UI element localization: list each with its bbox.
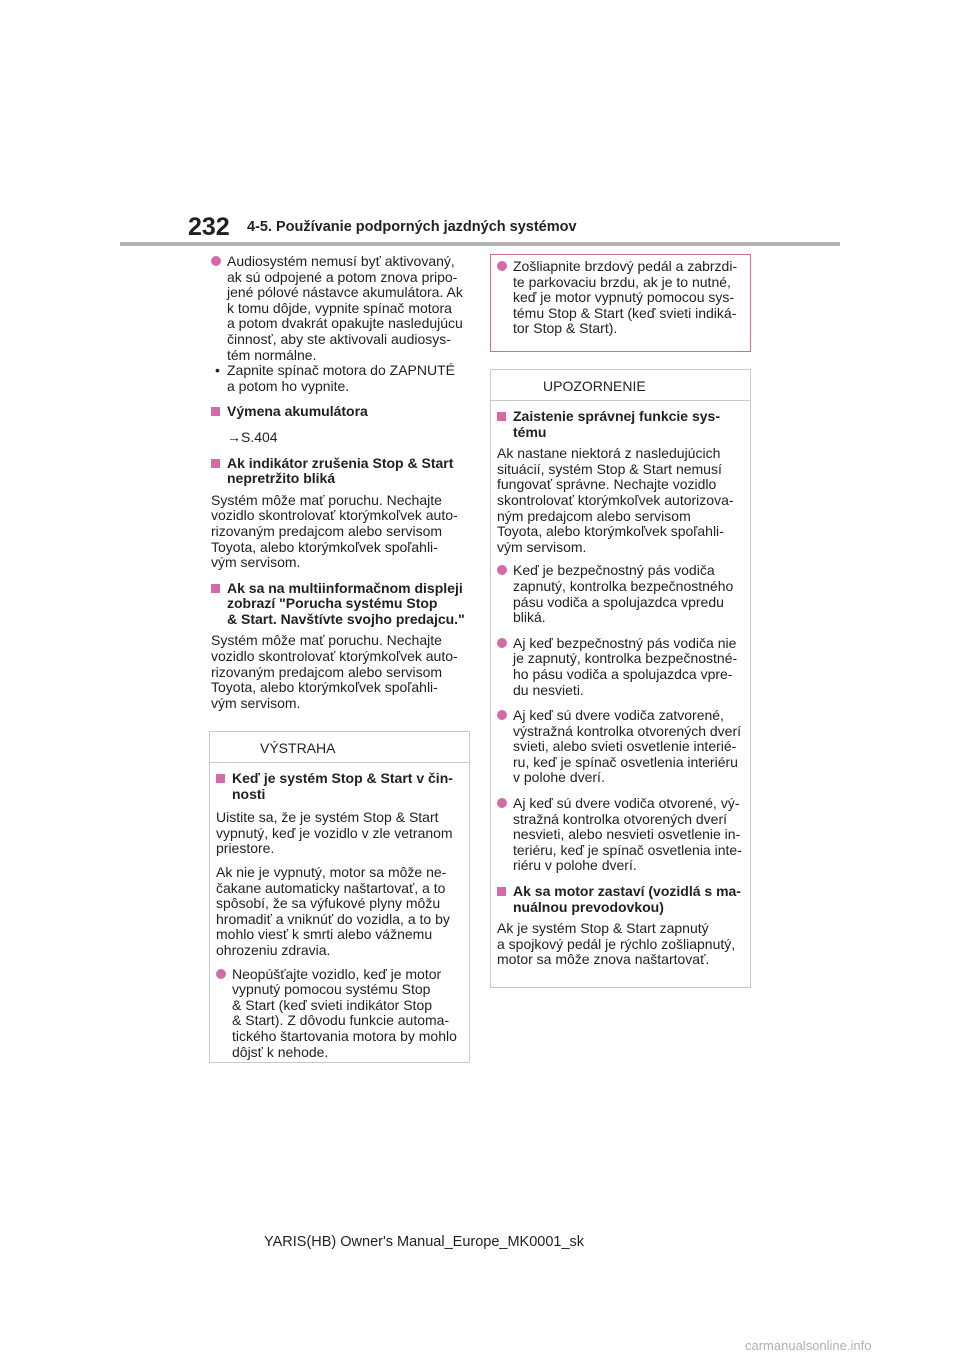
audio-bullet (211, 254, 473, 363)
left-column (211, 254, 473, 711)
text-line: teriéru, keď je spínač osvetlenia inte- (513, 841, 742, 858)
text-line: nesvieti, alebo nesvieti osvetlenie in- (513, 826, 741, 843)
text-line: vým servisom. (211, 694, 301, 711)
text-line: Zaistenie správnej funkcie sys- (513, 408, 720, 424)
text-line: Aj keď bezpečnostný pás vodiča nie (513, 634, 737, 651)
brake-note-box (490, 254, 751, 352)
text-line: Toyota, alebo ktorýmkoľvek spoľahli- (497, 523, 724, 540)
text-line: Systém môže mať poruchu. Nechajte (211, 491, 442, 508)
bullet-dot-icon (497, 798, 507, 808)
bullet-dot-icon (497, 638, 507, 648)
notice-bullet-3 (497, 708, 744, 786)
text-line: tického štartovania motora by mohlo (232, 1027, 457, 1044)
notice-heading-1 (497, 409, 744, 440)
notice-para-1 (497, 446, 744, 555)
text-line: Toyota, alebo ktorýmkoľvek spoľahli- (211, 538, 438, 555)
text-line: Ak sa na multiinformačnom displeji (227, 579, 463, 596)
square-bullet-icon (497, 412, 506, 421)
text-line: Ak nastane niektorá z nasledujúcich (497, 445, 721, 462)
text-line: & Start (keď svieti indikátor Stop (232, 996, 433, 1013)
text-line: Zošliapnite brzdový pedál a zabrzdi- (513, 258, 738, 274)
text-line: mohlo viesť k smrti alebo vážnemu (216, 926, 433, 943)
notice-box (490, 369, 751, 988)
text-line: zapnutý, kontrolka bezpečnostného (513, 577, 734, 594)
text-line: svieti, alebo svieti osvetlenie interié- (513, 738, 737, 755)
text-line: motor sa môže znova naštartovať. (497, 951, 710, 968)
indicator-heading (211, 456, 473, 487)
bullet-dot-icon (497, 261, 507, 271)
audio-text (227, 254, 473, 363)
square-bullet-icon (211, 407, 220, 416)
text-line: Systém môže mať poruchu. Nechajte (211, 632, 442, 649)
battery-ref-link[interactable]: →S.404 (227, 428, 278, 445)
text-line: ohrozeniu zdravia. (216, 941, 331, 958)
text-line: vozidlo skontrolovať ktorýmkoľvek auto- (211, 507, 458, 524)
warning-bullet (216, 967, 463, 1061)
text-line: Ak je systém Stop & Start zapnutý (497, 920, 709, 937)
text-line: situácií, systém Stop & Start nemusí (497, 460, 722, 477)
text-line: jené pólové nástavce akumulátora. Ak (227, 284, 463, 301)
warning-header (210, 732, 469, 763)
page-number: 232 (188, 213, 230, 241)
notice-para-2 (497, 921, 744, 968)
brake-bullet (497, 259, 744, 337)
square-bullet-icon (211, 459, 220, 468)
bullet-dot-icon (216, 969, 226, 979)
text-line: a potom dvakrát opakujte nasledujúcu (227, 315, 463, 332)
warning-title: VÝSTRAHA (260, 740, 336, 756)
text-line: Uistite sa, že je systém Stop & Start (216, 809, 439, 826)
text-line: vypnutý, keď je vozidlo v zle vetranom (216, 824, 453, 841)
text-line: výstražná kontrolka otvorených dverí (513, 722, 741, 739)
text-line: ak sú odpojené a potom znova pripo- (227, 268, 458, 285)
warning-heading (216, 771, 463, 802)
text-line: & Start. Navštívte svojho predajcu." (227, 610, 465, 627)
text-line: tor Stop & Start). (513, 320, 618, 337)
notice-bullet-2 (497, 636, 744, 698)
text-line: priestore. (216, 840, 275, 857)
warning-para-1 (216, 810, 463, 857)
square-bullet-icon (216, 774, 225, 783)
text-line: Zapnite spínač motora do ZAPNUTÉ (227, 362, 455, 379)
text-line: keď je motor vypnutý pomocou sys- (513, 289, 735, 306)
text-line: vypnutý pomocou systému Stop (232, 981, 431, 998)
square-bullet-icon (211, 584, 220, 593)
audio-step-text (227, 363, 473, 394)
text-line: nuálnou prevodovkou) (513, 898, 664, 915)
notice-header (491, 370, 750, 401)
display-body (211, 633, 473, 711)
text-line: a spojkový pedál je rýchlo zošliapnutý, (497, 935, 736, 952)
text-line: vozidlo skontrolovať ktorýmkoľvek auto- (211, 648, 458, 665)
text-line: k tomu dôjde, vypnite spínač motora (227, 299, 452, 316)
text-line: a potom ho vypnite. (227, 377, 350, 394)
step-marker: • (215, 362, 220, 379)
text-line: Aj keď sú dvere vodiča zatvorené, (513, 707, 724, 724)
text-line: vým servisom. (211, 554, 301, 571)
text-line: riéru v polohe dverí. (513, 857, 637, 874)
text-line: rizovaným predajcom alebo servisom (211, 663, 443, 680)
text-line: tému (513, 423, 547, 440)
text-line: pásu vodiča a spolujazdca vpredu (513, 593, 724, 610)
battery-heading: Výmena akumulátora (211, 404, 473, 420)
indicator-body (211, 493, 473, 571)
text-line: Keď je systém Stop & Start v čin- (232, 770, 453, 786)
text-line: nepretržito bliká (227, 470, 336, 487)
warning-para-2 (216, 865, 463, 959)
text-line: stražná kontrolka otvorených dverí (513, 810, 727, 827)
text-line: rizovaným predajcom alebo servisom (211, 522, 443, 539)
bullet-dot-icon (497, 565, 507, 575)
text-line: Toyota, alebo ktorýmkoľvek spoľahli- (211, 679, 438, 696)
text-line: tém normálne. (227, 346, 317, 363)
text-line: zobrazí "Porucha systému Stop (227, 595, 438, 612)
text-line: ho pásu vodiča a spolujazdca vpre- (513, 665, 733, 682)
text-line: dôjsť k nehode. (232, 1043, 329, 1060)
square-bullet-icon (497, 887, 506, 896)
text-line: ru, keď je spínač osvetlenia interiéru (513, 753, 738, 770)
text-line: bliká. (513, 609, 546, 626)
header-rule (120, 242, 840, 246)
audio-step (211, 363, 473, 394)
bullet-dot-icon (497, 710, 507, 720)
text-line: du nesvieti. (513, 681, 584, 698)
footer-text: YARIS(HB) Owner's Manual_Europe_MK0001_sk (264, 1234, 585, 1250)
section-title: 4-5. Používanie podporných jazdných systémov (247, 219, 577, 235)
text-line: čakane automaticky naštartovať, a to (216, 879, 446, 896)
text-line: Ak indikátor zrušenia Stop & Start (227, 454, 454, 471)
notice-title: UPOZORNENIE (543, 378, 646, 394)
text-line: tému Stop & Start (keď svieti indiká- (513, 304, 737, 321)
text-line: fungovať správne. Nechajte vozidlo (497, 476, 717, 493)
text-line: te parkovaciu brzdu, ak je to nutné, (513, 273, 731, 290)
text-line: je zapnutý, kontrolka bezpečnostné- (513, 650, 738, 667)
text-line: činnosť, aby ste aktivovali audiosys- (227, 330, 451, 347)
text-line: Ak sa motor zastaví (vozidlá s ma- (513, 883, 741, 900)
display-heading (211, 581, 473, 628)
text-line: Neopúšťajte vozidlo, keď je motor (232, 965, 442, 982)
text-line: & Start). Z dôvodu funkcie automa- (232, 1012, 450, 1029)
warning-box (209, 731, 470, 1063)
bullet-dot-icon (211, 256, 221, 266)
text-line: hromadiť a vniknúť do vozidla, a to by (216, 910, 450, 927)
text-line: nosti (232, 785, 266, 802)
notice-heading-2 (497, 884, 744, 915)
notice-bullet-4 (497, 796, 744, 874)
watermark-text: carmanualsonline.info (745, 1338, 872, 1353)
text-line: Ak nie je vypnutý, motor sa môže ne- (216, 863, 447, 880)
text-line: v polohe dverí. (513, 769, 605, 786)
text-line: Audiosystém nemusí byť aktivovaný, (227, 253, 455, 269)
text-line: Keď je bezpečnostný pás vodiča (513, 562, 715, 579)
text-line: Aj keď sú dvere vodiča otvorené, vý- (513, 795, 740, 812)
text-line: vým servisom. (497, 538, 587, 555)
text-line: ným predajcom alebo servisom (497, 507, 691, 524)
text-line: spôsobí, že sa výfukové plyny môžu (216, 895, 441, 912)
text-line: skontrolovať ktorýmkoľvek autorizova- (497, 491, 734, 508)
notice-bullet-1 (497, 563, 744, 625)
